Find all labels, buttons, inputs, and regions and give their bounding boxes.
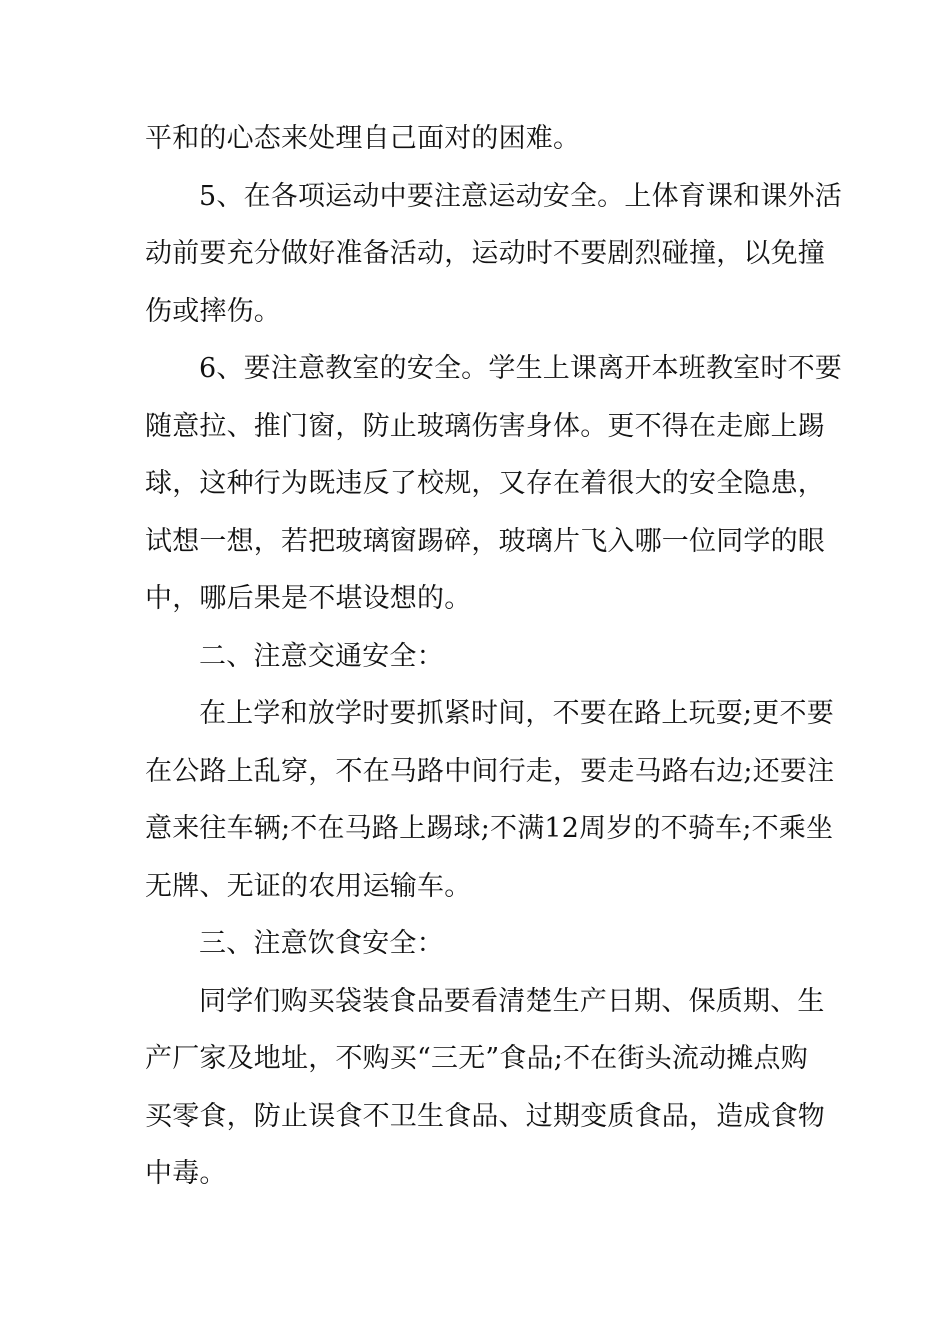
text-line: 中，哪后果是不堪设想的。 <box>145 583 472 614</box>
section-heading: 三、注意饮食安全： <box>199 928 444 959</box>
text-line: 试想一想，若把玻璃窗踢碎，玻璃片飞入哪一位同学的眼 <box>145 525 825 557</box>
document-body <box>145 110 842 1203</box>
text-line: 同学们购买袋装食品要看清楚生产日期、保质期、生 <box>199 985 825 1017</box>
text-line: 5、在各项运动中要注意运动安全。上体育课和课外活 <box>199 180 842 212</box>
text-line: 6、要注意教室的安全。学生上课离开本班教室时不要 <box>199 353 842 384</box>
text-line: 平和的心态来处理自己面对的困难。 <box>145 123 581 154</box>
text-line: 在上学和放学时要抓紧时间，不要在路上玩耍;更不要 <box>199 698 834 729</box>
text-line: 买零食，防止误食不卫生食品、过期变质食品，造成食物 <box>145 1100 825 1132</box>
text-line: 产厂家及地址，不购买“三无”食品;不在街头流动摊点购 <box>145 1043 808 1074</box>
text-line: 动前要充分做好准备活动，运动时不要剧烈碰撞，以免撞 <box>145 238 825 269</box>
text-line: 中毒。 <box>145 1158 227 1189</box>
text-line: 球，这种行为既违反了校规，又存在着很大的安全隐患， <box>145 468 825 499</box>
text-line: 随意拉、推门窗，防止玻璃伤害身体。更不得在走廊上踢 <box>145 410 825 442</box>
section-heading: 二、注意交通安全： <box>199 640 444 672</box>
text-line: 在公路上乱穿，不在马路中间行走，要走马路右边;还要注 <box>145 755 835 787</box>
text-line: 无牌、无证的农用运输车。 <box>145 870 472 902</box>
text-line: 伤或摔伤。 <box>145 295 281 327</box>
text-line: 意来往车辆;不在马路上踢球;不满12周岁的不骑车;不乘坐 <box>145 813 834 844</box>
